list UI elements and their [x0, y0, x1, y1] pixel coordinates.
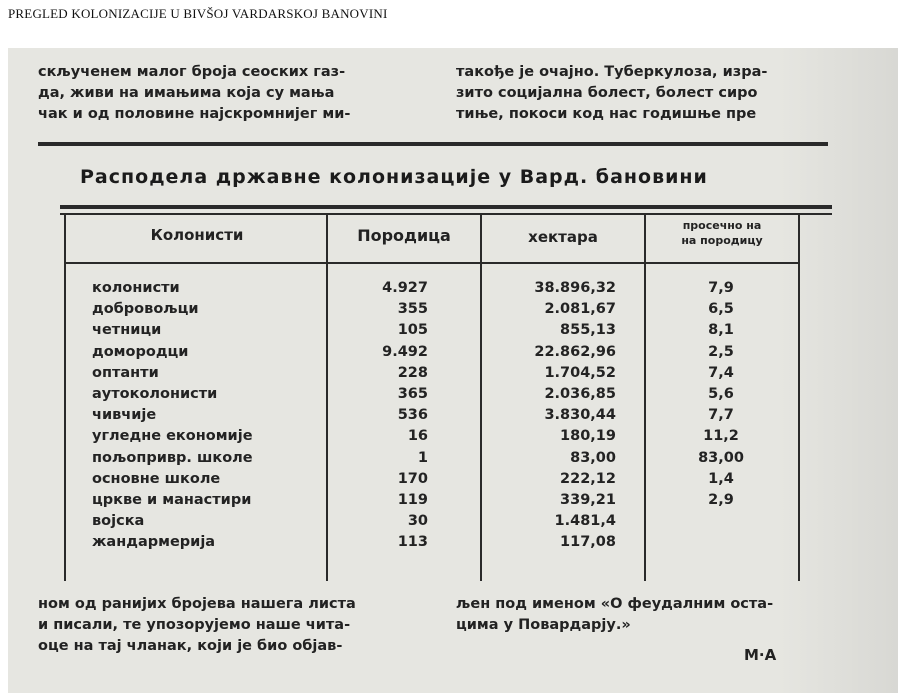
cell-families: 4.927: [382, 280, 428, 296]
cell-category: угледне економије: [92, 428, 253, 445]
cell-category: пољопривр. школе: [92, 449, 253, 466]
cell-hectares: 38.896,32: [534, 280, 616, 296]
table-top-rule: [60, 205, 832, 209]
cell-category: цркве и манастири: [92, 492, 252, 508]
cell-families: 105: [397, 322, 428, 339]
top-text-left: [38, 62, 350, 125]
cell-category: домородци: [92, 343, 189, 360]
header-category: Колонисти: [150, 226, 244, 244]
cell-families: 355: [397, 301, 428, 318]
text-line: оце на тај чланак, који је био објав-: [38, 638, 343, 654]
cell-hectares: 2.081,67: [544, 301, 616, 318]
table-title: Расподела државне колонизације у Вард. бановини: [80, 166, 708, 188]
cell-hectares: 2.036,85: [544, 386, 616, 402]
table-border-right: [798, 213, 800, 581]
cell-families: 119: [397, 492, 428, 508]
header-rule: [64, 262, 798, 264]
table-top-rule-thin: [60, 213, 832, 215]
cell-average: 5,6: [708, 386, 734, 402]
cell-category: колонисти: [92, 280, 180, 296]
page-header: PREGLED KOLONIZACIJE U BIVŠOJ VARDARSKOJ BANOVINI: [8, 6, 388, 21]
text-line: зито социјална болест, болест сиро: [456, 85, 758, 101]
cell-families: 113: [397, 534, 428, 551]
cell-average: 7,9: [708, 280, 734, 296]
cell-families: 170: [397, 470, 428, 487]
cell-families: 16: [407, 428, 428, 445]
bottom-text-left: [38, 594, 356, 657]
cell-category: добровољци: [92, 301, 199, 318]
cell-category: аутоколонисти: [92, 386, 218, 402]
cell-average: 83,00: [698, 449, 744, 466]
cell-category: оптанти: [92, 364, 159, 381]
cell-average: 11,2: [703, 428, 739, 445]
cell-hectares: 3.830,44: [544, 407, 616, 424]
cell-average: 8,1: [708, 322, 734, 339]
cell-hectares: 83,00: [570, 449, 616, 466]
cell-average: 1,4: [708, 470, 734, 487]
cell-families: 30: [407, 513, 428, 530]
text-line: и писали, те упозорујемо наше чита-: [38, 617, 351, 633]
cell-families: 365: [397, 386, 428, 402]
header-families: Породица: [357, 226, 451, 245]
cell-hectares: 1.481,4: [554, 513, 616, 530]
cell-category: чивчије: [92, 407, 157, 424]
cell-hectares: 855,13: [560, 322, 616, 339]
cell-hectares: 222,12: [560, 470, 616, 487]
cell-average: 7,4: [708, 364, 734, 381]
cell-category: основне школе: [92, 470, 221, 487]
header-average-line1: просечно на: [682, 219, 762, 232]
text-line: тиње, покоси код нас годишње пре: [456, 106, 757, 122]
cell-category: четници: [92, 322, 162, 339]
cell-average: 7,7: [708, 407, 734, 424]
text-line: чак и од половине најскромнијег ми-: [38, 106, 351, 122]
cell-average: 6,5: [708, 301, 734, 318]
cell-families: 536: [397, 407, 428, 424]
cell-families: 9.492: [382, 343, 428, 360]
header-average: [646, 218, 798, 248]
bottom-text-right: [456, 594, 773, 636]
cell-hectares: 1.704,52: [544, 364, 616, 381]
cell-hectares: 22.862,96: [534, 343, 616, 360]
cell-hectares: 117,08: [560, 534, 616, 551]
cell-hectares: 180,19: [560, 428, 616, 445]
header-average-line2: на породицу: [681, 234, 763, 247]
cell-families: 228: [397, 364, 428, 381]
header-hectares: хектара: [528, 228, 598, 246]
text-line: љен под именом «О феудалним оста-: [456, 596, 774, 612]
text-line: цима у Повардарју.»: [456, 617, 631, 633]
cell-average: 2,9: [708, 492, 734, 508]
cell-category: војска: [92, 513, 145, 530]
top-text-right: [456, 62, 767, 125]
cell-families: 1: [417, 449, 428, 466]
text-line: ном од ранијих бројева нашега листа: [38, 596, 356, 612]
text-line: да, живи на имањима која су мања: [38, 85, 335, 101]
signature: М·А: [744, 646, 777, 664]
divider-rule: [38, 142, 828, 146]
cell-category: жандармерија: [92, 534, 216, 551]
cell-hectares: 339,21: [560, 492, 616, 508]
scanned-page: [8, 48, 898, 693]
text-line: такође је очајно. Туберкулоза, изра-: [456, 64, 768, 80]
table-border-left: [64, 213, 66, 581]
text-line: скљученем малог броја сеоских газ-: [38, 64, 346, 80]
cell-average: 2,5: [708, 343, 734, 360]
